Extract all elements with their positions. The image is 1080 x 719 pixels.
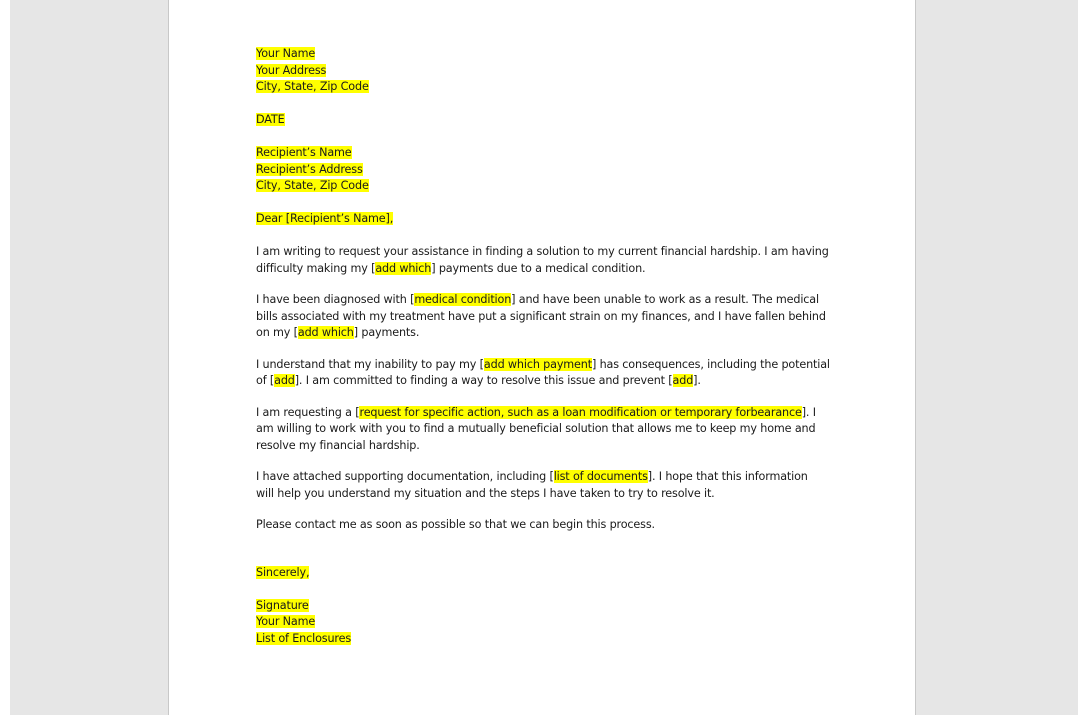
p2-line-2: bills associated with my treatment have put a significant strain on my finances, and I have fallen behind	[256, 309, 826, 323]
p3-line-2: of [add]. I am committed to finding a way to resolve this issue and prevent [add].	[256, 374, 701, 387]
paragraph-5	[256, 469, 846, 502]
letter-body	[256, 46, 846, 647]
document-page	[168, 0, 916, 715]
signature-name: Your Name	[256, 615, 316, 628]
placeholder-highlight: add which	[297, 326, 354, 339]
p1-line-2: difficulty making my [add which] payments due to a medical condition.	[256, 261, 646, 275]
p3-line-1: I understand that my inability to pay my [add which payment] has consequences, including the potential	[256, 357, 830, 371]
closing-text: Sincerely,	[256, 565, 310, 579]
recipient-block	[256, 145, 846, 195]
sender-city: City, State, Zip Code	[256, 80, 369, 93]
salutation-text: Dear [Recipient’s Name],	[256, 212, 394, 225]
signature-line: Signature	[256, 598, 309, 612]
sender-block	[256, 46, 846, 96]
paragraph-6	[256, 517, 846, 534]
salutation	[256, 211, 846, 228]
placeholder-highlight: medical condition	[414, 293, 512, 306]
placeholder-highlight: add	[274, 374, 295, 387]
placeholder-highlight: add which	[375, 261, 432, 275]
p4-line-2: am willing to work with you to find a mutually beneficial solution that allows me to keep my home and	[256, 422, 816, 435]
document-viewer	[10, 0, 1078, 715]
p2-line-3: on my [add which] payments.	[256, 326, 420, 339]
p1-line-1: I am writing to request your assistance in finding a solution to my current financial hardship. I am having	[256, 245, 829, 258]
letter-date: DATE	[256, 113, 285, 126]
paragraph-3	[256, 357, 846, 390]
closing	[256, 565, 846, 582]
p4-line-3: resolve my financial hardship.	[256, 438, 420, 452]
p4-line-1: I am requesting a [request for specific action, such as a loan modification or temporary forbearance]. I	[256, 405, 816, 419]
enclosures-line: List of Enclosures	[256, 631, 351, 645]
date-block	[256, 112, 846, 129]
sender-address: Your Address	[256, 63, 327, 77]
paragraph-4	[256, 405, 846, 455]
signature-block	[256, 598, 846, 648]
paragraph-2	[256, 292, 846, 342]
paragraph-1	[256, 244, 846, 277]
sender-name: Your Name	[256, 47, 316, 60]
recipient-name: Recipient’s Name	[256, 146, 352, 159]
p5-line-2: will help you understand my situation and the steps I have taken to try to resolve it.	[256, 486, 715, 500]
placeholder-highlight: list of documents	[553, 470, 648, 483]
recipient-city: City, State, Zip Code	[256, 179, 369, 192]
p6-line-1: Please contact me as soon as possible so that we can begin this process.	[256, 518, 655, 531]
placeholder-highlight: request for specific action, such as a loan modification or temporary forbearance	[359, 405, 802, 419]
p5-line-1: I have attached supporting documentation, including [list of documents]. I hope that this information	[256, 470, 808, 483]
p2-line-1: I have been diagnosed with [medical condition] and have been unable to work as a result. The medical	[256, 293, 819, 306]
placeholder-highlight: add which payment	[483, 357, 592, 371]
placeholder-highlight: add	[672, 374, 694, 387]
recipient-address: Recipient’s Address	[256, 162, 363, 176]
